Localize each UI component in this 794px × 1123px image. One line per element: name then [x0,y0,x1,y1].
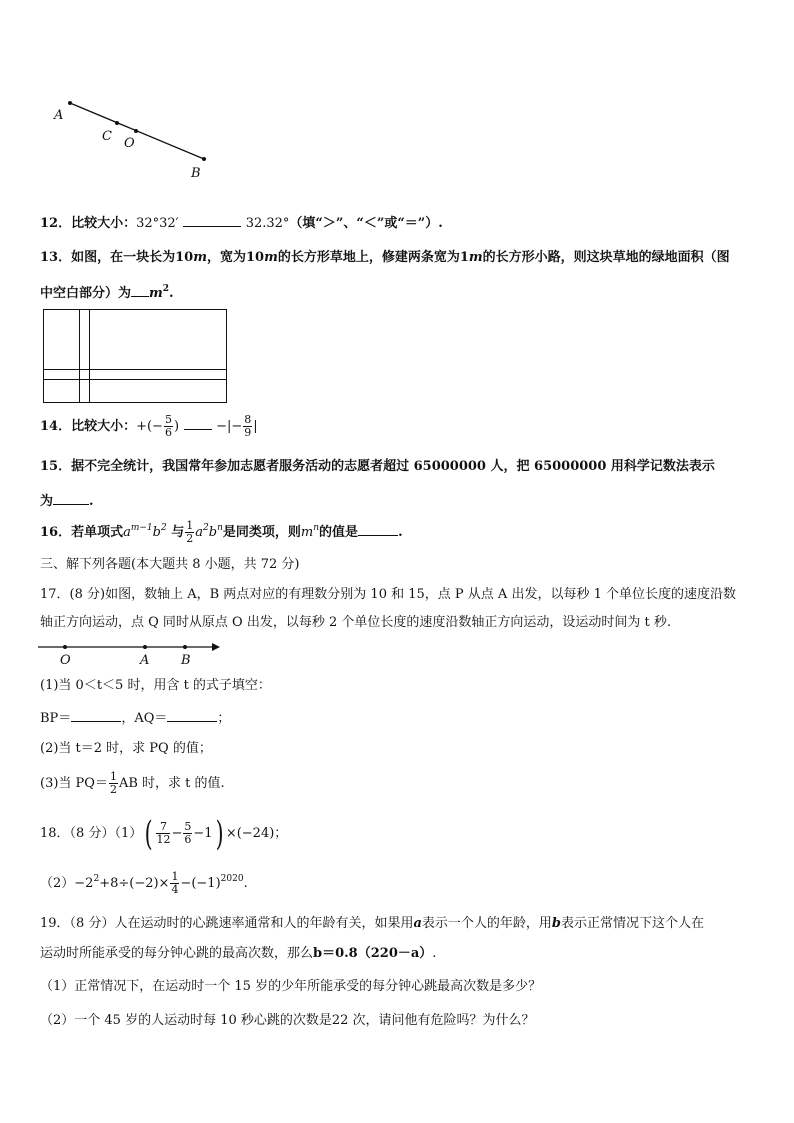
question-14 [40,412,258,442]
q13-path-width: 1 [459,250,469,265]
label-b: B [191,166,201,181]
point-c [115,121,119,125]
q17-semi: ； [217,711,231,726]
q12-hint: （填“＞”、“＜”或“＝”）. [289,216,443,231]
question-18-part-1: 18．（8 分）（1）( $\frac{7}{12}$ − $\frac{5}{6}$ −1) ×(−24)； [40,813,288,854]
axis-label-b: B [181,653,191,668]
q13-area-unit: m [149,286,163,301]
q17-bp: BP＝ [40,711,72,726]
point-o [134,129,138,133]
q17-part-1: (1)当 0＜t＜5 时，用含 t 的式子填空： [40,678,271,693]
q12-label: 12．比较大小： [40,216,137,231]
q15-answer-blank[interactable] [53,491,89,505]
q16-power: $m^n$ [300,523,320,540]
q19-formula: b＝0.8（220－a） [313,946,433,961]
question-13-line2 [40,283,174,302]
question-19-part-1: （1）正常情况下，在运动时一个 15 岁的少年所能承受的每分钟心跳最高次数是多少？ [40,979,542,994]
segment-figure [40,90,240,185]
horizontal-path [43,369,227,380]
q14-answer-blank[interactable] [184,416,212,430]
point-a [68,101,72,105]
q17-part-3: (3)当 PQ＝ $\frac{1}{2}$ AB 时，求 t 的值. [40,770,225,796]
label-o: O [124,136,135,151]
question-17-line2: 轴正方向运动，点 Q 同时从原点 O 出发，以每秒 2 个单位长度的速度沿数轴正方向运动，设运动时间为 t 秒. [40,615,672,630]
q17-aq-blank[interactable] [167,708,217,722]
section-3-heading: 三、解下列各题(本大题共 8 小题，共 72 分) [40,557,300,572]
q13-unit: m [264,250,278,265]
q14-close: ) [173,419,180,434]
q18-label: 18．（8 分）（1） [40,826,143,841]
question-19-line1: 19．（8 分）人在运动时的心跳速率通常和人的年龄有关，如果用a表示一个人的年龄，用b表示正常情况下这个人在 [40,916,705,931]
q13-unit: m [193,250,207,265]
axis-point-o [63,645,67,649]
q15-text: 为 [40,494,54,509]
q16-end: . [398,525,403,540]
q16-text: 的值是 [319,525,359,540]
q14-fraction-2: $\frac{8}{9}$ [244,413,252,439]
q16-with: 与 [171,525,185,540]
question-13-line1 [40,250,730,266]
question-18-part-2: $(2)-2^2+8\div(-2)\times$ $\frac{1}{4}$ $-(-1)^{2020}$. [40,870,248,896]
lawn-figure [43,309,227,403]
q14-fraction-1: $\frac{5}{6}$ [164,413,172,439]
q12-right: 32.32° [245,216,290,231]
question-15-line2 [40,491,94,510]
q16-monomial-1: $a^{m-1}b^2$ [123,523,167,540]
vertical-path [79,309,90,403]
question-15-line1: 15．据不完全统计，我国常年参加志愿者服务活动的志愿者超过 65000000 人，把 65000000 用科学记数法表示 [40,459,715,474]
q16-fraction: $\frac{1}{2}$ [186,519,194,545]
q12-left: 32°32′ [136,216,179,231]
q17-bp-blank[interactable] [71,708,121,722]
q14-minus: −|− [216,419,243,434]
q13-label: 13．如图，在一块长为 [40,250,176,265]
axis-label-o: O [60,653,71,668]
q16-answer-blank[interactable] [358,522,398,536]
q17-fill-line [40,708,230,727]
q13-text: 的长方形小路，则这块草地的绿地面积（图 [482,250,730,265]
point-b [202,157,206,161]
q16-monomial-2: $a^2b^n$ [195,523,223,540]
q13-length: 10 [175,250,194,265]
q12-answer-blank[interactable] [183,213,241,227]
q14-plus: +(− [136,419,163,434]
question-12 [40,213,443,232]
q13-answer-blank[interactable] [131,283,149,297]
question-16 [40,518,403,548]
axis-point-b [183,645,187,649]
q14-bar: | [253,419,258,434]
label-a: A [54,108,64,123]
q13-unit: m [468,250,483,265]
q16-text: 是同类项，则 [222,525,301,540]
question-19-line2: 运动时所能承受的每分钟心跳的最高次数，那么b＝0.8（220－a）. [40,946,437,961]
q13-text: ，宽为 [206,250,246,265]
q15-end: . [89,494,94,509]
q13-sup: 2 [162,284,170,294]
q14-label: 14．比较大小： [40,419,137,434]
axis-point-a [143,645,147,649]
number-line [36,638,226,670]
q13-end: . [169,286,174,301]
q16-label: 16．若单项式 [40,525,124,540]
axis-label-a: A [140,653,150,668]
question-17-line1: 17．(8 分)如图，数轴上 A，B 两点对应的有理数分别为 10 和 15，点 P 从点 A 出发，以每秒 1 个单位长度的速度沿数 [40,587,736,602]
q17-aq: ，AQ＝ [121,711,168,726]
question-19-part-2: （2）一个 45 岁的人运动时每 10 秒心跳的次数是22 次，请问他有危险吗？为什么？ [40,1013,535,1028]
q17-part-2: (2)当 t＝2 时，求 PQ 的值； [40,741,212,756]
q13-text: 中空白部分）为 [40,286,132,301]
label-c: C [102,129,112,144]
arrow-right-icon [212,643,220,651]
q13-width: 10 [245,250,265,265]
q13-text: 的长方形草地上，修建两条宽为 [277,250,460,265]
